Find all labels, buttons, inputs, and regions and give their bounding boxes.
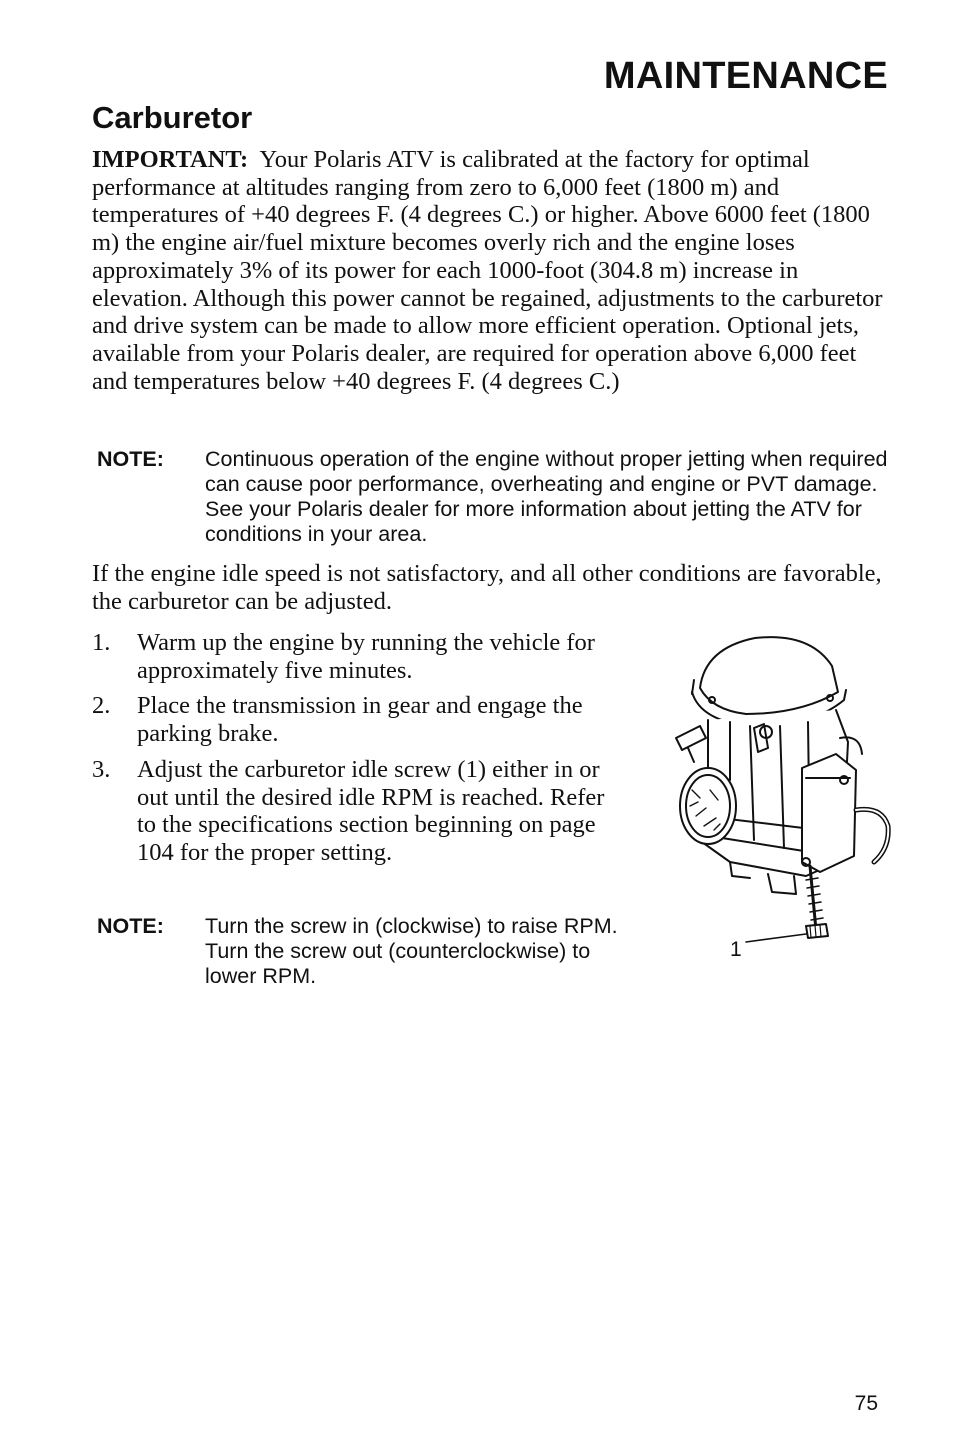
- figure-callout-number: 1: [730, 938, 742, 961]
- step-number: 3.: [92, 755, 111, 783]
- note-screw-direction: [97, 914, 637, 989]
- page-number: 75: [854, 1392, 878, 1415]
- note-jetting: [97, 447, 897, 547]
- list-item: [92, 756, 612, 867]
- step-number: 2.: [92, 692, 111, 720]
- list-item: [92, 692, 612, 747]
- section-title: Carburetor: [92, 100, 253, 135]
- note-label: NOTE:: [97, 447, 164, 471]
- idle-speed-paragraph: If the engine idle speed is not satisfactory, and all other conditions are favorable, the carburetor can be adjusted.: [92, 560, 882, 615]
- note-text: Continuous operation of the engine without proper jetting when required can cause poor performance, overheating and engine or PVT damage. See your Polaris dealer for more information about jetting the ATV for conditions in your area.: [205, 447, 888, 546]
- list-item: [92, 629, 612, 684]
- note-label: NOTE:: [97, 914, 164, 938]
- carburetor-illustration: [660, 630, 900, 960]
- page-header-title: MAINTENANCE: [603, 55, 888, 97]
- step-text: Adjust the carburetor idle screw (1) either in or out until the desired idle RPM is reached. Refer to the specifications section beginning on page 104 for the proper setting.: [137, 755, 605, 866]
- note-text: Turn the screw in (clockwise) to raise RPM. Turn the screw out (counterclockwise) to lower RPM.: [205, 914, 618, 988]
- important-paragraph: [92, 146, 892, 395]
- step-text: Warm up the engine by running the vehicle for approximately five minutes.: [137, 629, 595, 684]
- important-text: Your Polaris ATV is calibrated at the factory for optimal performance at altitudes ranging from zero to 6,000 feet (1800 m) and temperatures of +40 degrees F. (4 degrees C.) or higher. Above 6000 feet (1800 m) the engine air/fuel mixture becomes overly rich and the engine loses approximately 3% of its power for each 1000-foot (304.8 m) increase in elevation. Although this power cannot be regained, adjustments to the carburetor and drive system can be made to allow more efficient operation. Optional jets, available from your Polaris dealer, are required for operation above 6,000 feet and temperatures below +40 degrees F. (4 degrees C.): [92, 146, 883, 395]
- important-label: IMPORTANT:: [92, 146, 249, 173]
- step-number: 1.: [92, 629, 111, 656]
- step-text: Place the transmission in gear and engage the parking brake.: [137, 692, 583, 748]
- adjustment-steps: [92, 629, 612, 875]
